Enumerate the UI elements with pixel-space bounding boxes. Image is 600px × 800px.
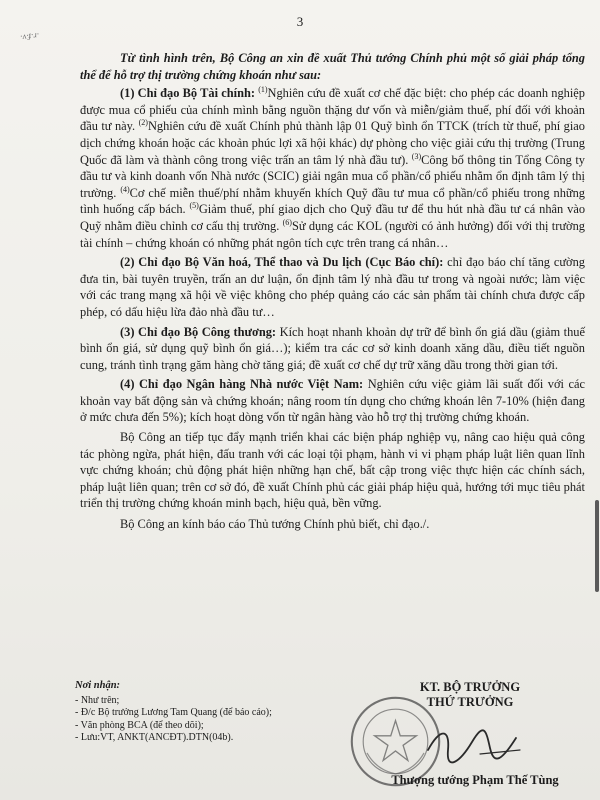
recipient-item: - Văn phòng BCA (để theo dõi);	[75, 719, 204, 731]
closing-line: Bộ Công an kính báo cáo Thủ tướng Chính phủ biết, chỉ đạo./.	[120, 517, 430, 532]
recipients-title: Nơi nhận:	[75, 680, 121, 691]
section-text: chỉ đạo báo chí tăng cường đưa tin, bài tuyên truyền, trấn an dư luận, ổn định tâm lý nhà đầu tư trong và ngoài nước; làm việc với các trang mạng xã hội về việc không cho phép quảng cáo các sản phẩm tài chính chưa được cấp phép, có dấu hiệu lừa đảo nhà đầu tư…	[80, 255, 585, 319]
section-culture	[80, 254, 585, 320]
item-text: Sử dụng các KOL (người có ảnh hưởng) đối với thị trường tài chính – chứng khoán có những phát ngôn tích cực trên trang cá nhân…	[80, 218, 585, 250]
item-number: (3)	[411, 151, 422, 161]
recipient-item: - Như trên;	[75, 694, 120, 706]
recipient-item: - Lưu:VT, ANKT(ANCĐT).DTN(04b).	[75, 732, 234, 744]
item-text: Nghiên cứu đề xuất cơ chế đặc biệt: cho phép các doanh nghiệp được mua cổ phiếu của chính mình bằng nguồn thặng dư vốn và miễn/giảm thuế, phí đối với khoản đầu tư này.	[80, 86, 585, 134]
item-text: Giảm thuế, phí giao dịch cho Quỹ đầu tư để thu hút nhà đầu tư cá nhân vào Quỹ nhằm điều chỉnh cơ cấu thị trường.	[80, 202, 586, 233]
scrollbar[interactable]	[594, 0, 600, 800]
item-number: (2)	[138, 118, 148, 128]
section-text: Nghiên cứu việc giảm lãi suất đối với các khoản vay bất động sản và chứng khoán; nâng room tín dụng cho chứng khoán lên 7-10% (hiện đang ở mức chưa đến 5%); kích hoạt dòng vốn từ ngân hàng vào hỗ trợ thị trường chứng khoán.	[80, 377, 585, 425]
section-heading: (2) Chỉ đạo Bộ Văn hoá, Thể thao và Du lịch (Cục Báo chí):	[120, 255, 444, 270]
corner-handwritten-note: ·ʌ·ɟ·ɹ·	[19, 28, 40, 42]
continue-paragraph: Bộ Công an tiếp tục đẩy mạnh triển khai các biện pháp nghiệp vụ, nâng cao hiệu quả công tác phòng ngừa, phát hiện, đấu tranh với các loại tội phạm, hành vi vi phạm pháp luật liên quan lĩnh vực chứng khoán; chủ động phát hiện những hạn chế, bất cập trong việc thực hiện các chính sách, pháp luật liên quan; trên cơ sở đó, đề xuất Chính phủ các giải pháp hiệu quả, hướng tới mục tiêu phát triển thị trường chứng khoán minh bạch, hiệu quả, bền vững.	[80, 430, 585, 511]
item-text: Công bố thông tin Tổng Công ty đầu tư và kinh doanh vốn Nhà nước (SCIC) giải ngân mua cổ phần/cổ phiếu nhằm ổn định tâm lý thị trường.	[80, 152, 585, 200]
item-text: Cơ chế miễn thuế/phí nhằm khuyến khích Quỹ đầu tư mua cổ phần/cổ phiếu trong những tình huống cấp bách.	[80, 185, 585, 217]
section-heading: (3) Chỉ đạo Bộ Công thương:	[120, 324, 277, 339]
section-finance	[80, 85, 585, 251]
section-heading: (1) Chỉ đạo Bộ Tài chính:	[120, 86, 255, 101]
recipients-block	[75, 680, 355, 745]
item-number: (5)	[189, 201, 199, 211]
item-number: (4)	[120, 184, 130, 194]
recipient-item: - Đ/c Bộ trưởng Lương Tam Quang (để báo cáo);	[75, 707, 272, 719]
item-text: Nghiên cứu đề xuất Chính phủ thành lập 01 Quỹ bình ổn TTCK (trích từ thuế, phí giao dịch chứng khoán hoặc các khoản phúc lợi xã hội khác) dự phòng cho việc giải cứu thị trường (Trung Quốc đã làm và thành công trong việc trấn an tâm lý nhà đầu tư).	[80, 119, 585, 167]
signer-title-line1: KT. BỘ TRƯỞNG	[419, 680, 521, 694]
section-industry-trade	[80, 324, 585, 374]
page-number: 3	[296, 14, 304, 29]
item-number: (1)	[258, 85, 268, 95]
document-body	[80, 50, 585, 533]
section-state-bank	[80, 376, 585, 426]
section-text: Kích hoạt nhanh khoản dự trữ để bình ổn giá dầu (giảm thuế bình ổn giá, sử dụng quỹ bình ổn giá…); kiểm tra các cơ sở kinh doanh xăng dầu, điều tiết nguồn cung, tránh tình trạng găm hàng chờ tăng giá; đề xuất cơ chế dự trữ xăng dầu trong thời gian tới.	[80, 324, 586, 372]
intro-paragraph: Từ tình hình trên, Bộ Công an xin đề xuất Thủ tướng Chính phủ một số giải pháp tổng thể để hỗ trợ thị trường chứng khoán như sau:	[80, 51, 585, 82]
item-number: (6)	[282, 217, 292, 227]
scrollbar-thumb[interactable]	[595, 500, 599, 592]
section-heading: (4) Chỉ đạo Ngân hàng Nhà nước Việt Nam:	[120, 377, 364, 392]
handwritten-signature	[420, 720, 530, 770]
signer-title-line2: THỨ TRƯỞNG	[426, 695, 514, 709]
signer-name: Thượng tướng Phạm Thế Tùng	[391, 773, 559, 787]
